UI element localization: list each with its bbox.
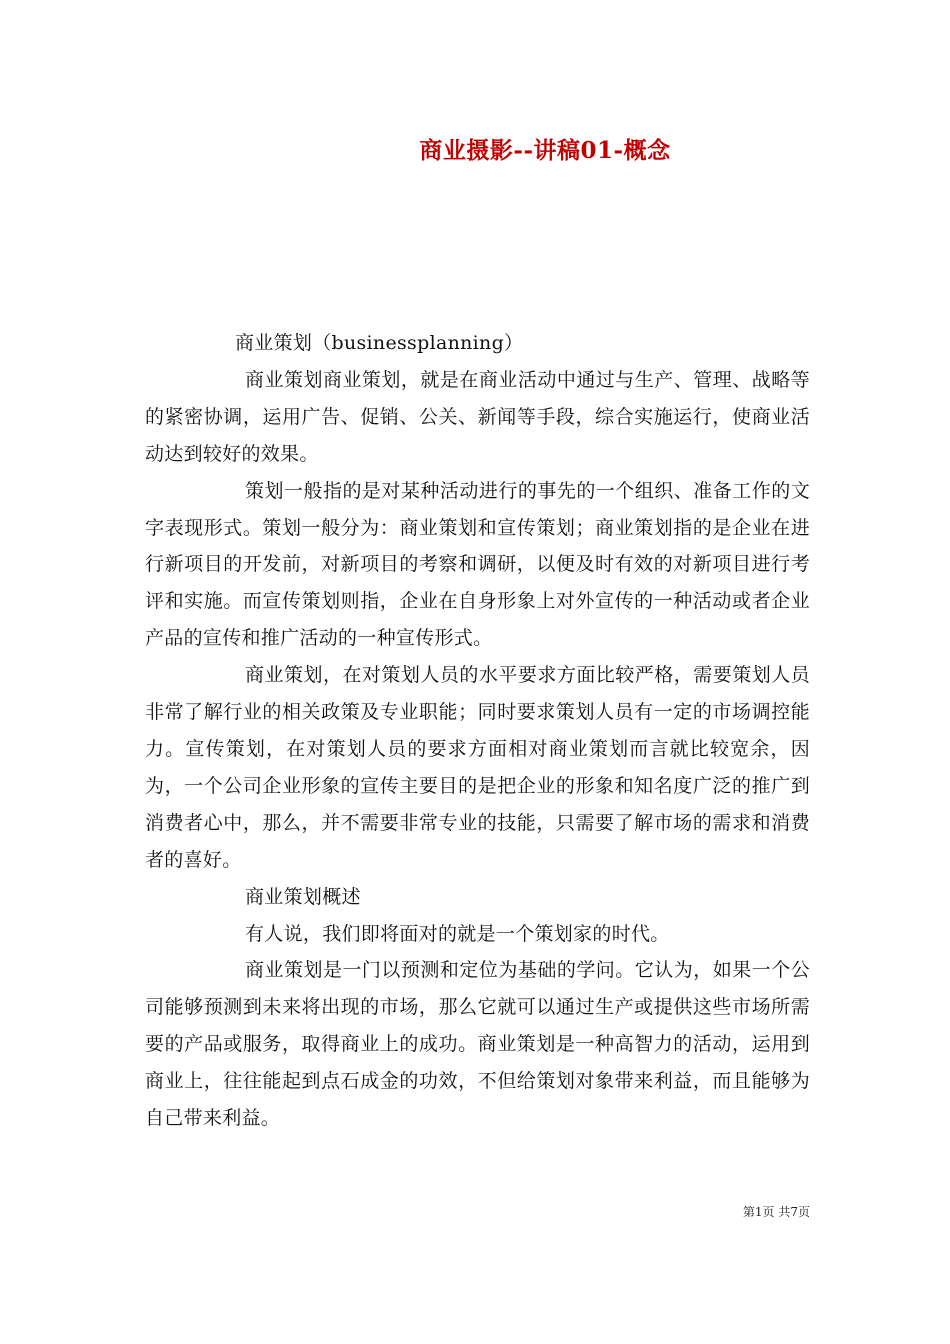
paragraph-era-quote: 有人说，我们即将面对的就是一个策划家的时代。 — [245, 922, 670, 945]
paragraph-definition: 商业策划商业策划，就是在商业活动中通过与生产、管理、战略等的紧密协调，运用广告、促销、公关、新闻等手段，综合实施运行，使商业活动达到较好的效果。 — [145, 368, 810, 465]
paragraph-planning-types: 策划一般指的是对某种活动进行的事先的一个组织、准备工作的文字表现形式。策划一般分为：商业策划和宣传策划；商业策划指的是企业在进行新项目的开发前，对新项目的考察和调研，以便及时有效的对新项目进行考评和实施。而宣传策划则指，企业在自身形象上对外宣传的一种活动或者企业产品的宣传和推广活动的一种宣传形式。 — [145, 479, 810, 650]
page-title: 商业摄影--讲稿01-概念 — [419, 137, 671, 164]
paragraph-requirements: 商业策划，在对策划人员的水平要求方面比较严格，需要策划人员非常了解行业的相关政策及专业职能；同时要求策划人员有一定的市场调控能力。宣传策划，在对策划人员的要求方面相对商业策划而言就比较宽余，因为，一个公司企业形象的宣传主要目的是把企业的形象和知名度广泛的推广到消费者心中，那么，并不需要非常专业的技能，只需要了解市场的需求和消费者的喜好。 — [145, 664, 810, 871]
page-number-footer: 第1页 共7页 — [742, 1205, 810, 1219]
section-heading-overview: 商业策划概述 — [245, 885, 361, 908]
document-body — [145, 325, 810, 1137]
paragraph-prediction: 商业策划是一门以预测和定位为基础的学问。它认为，如果一个公司能够预测到未来将出现的市场，那么它就可以通过生产或提供这些市场所需要的产品或服务，取得商业上的成功。商业策划是一种高智力的活动，运用到商业上，往往能起到点石成金的功效，不但给策划对象带来利益，而且能够为自己带来利益。 — [145, 959, 810, 1130]
section-heading-business-planning: 商业策划（businessplanning） — [235, 332, 524, 354]
